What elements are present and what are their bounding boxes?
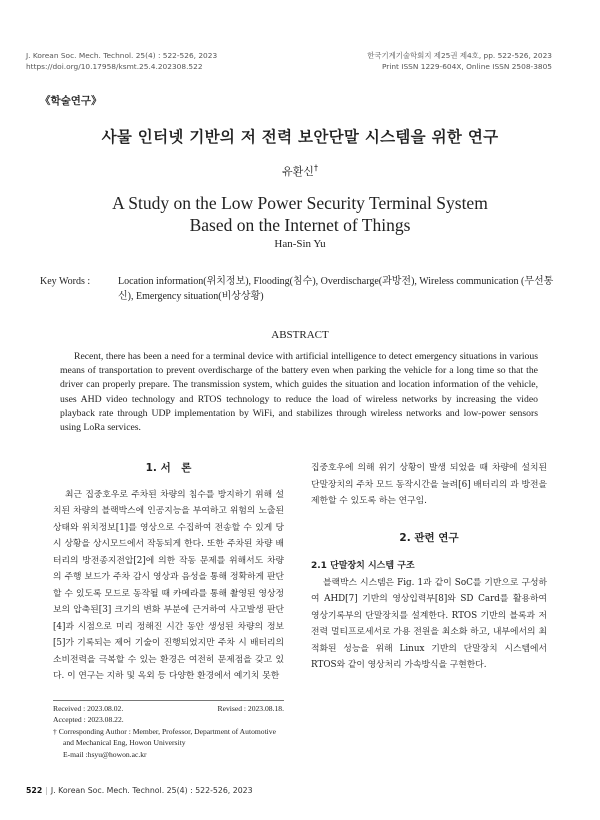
corresponding-author-mark: † xyxy=(313,163,318,173)
title-english xyxy=(0,192,600,236)
article-notes xyxy=(53,703,284,760)
footnote-divider xyxy=(53,700,284,701)
title-korean: 사물 인터넷 기반의 저 전력 보안단말 시스템을 위한 연구 xyxy=(101,128,499,146)
dates-row xyxy=(53,703,284,714)
received-date: Received : 2023.08.02. xyxy=(53,704,124,713)
subsection-heading: 2.1 단말장치 시스템 구조 xyxy=(311,561,415,571)
journal-citation-korean: 한국기계기술학회지 제25권 제4호, pp. 522-526, 2023 xyxy=(367,51,552,60)
page-footer xyxy=(26,786,253,795)
right-column xyxy=(311,460,547,674)
accepted-date: Accepted : 2023.08.22. xyxy=(53,715,124,725)
keywords-label: Key Words : xyxy=(40,276,91,287)
author-korean xyxy=(0,163,600,179)
email[interactable]: E-mail :hsyu@howon.ac.kr xyxy=(63,749,147,759)
journal-citation: J. Korean Soc. Mech. Technol. 25(4) : 522-526, 2023 xyxy=(26,51,218,60)
title-english-line1: A Study on the Low Power Security Terminal System xyxy=(112,193,488,213)
doi-link[interactable]: https://doi.org/10.17958/ksmt.25.4.202308.522 xyxy=(26,62,203,71)
author-english: Han-Sin Yu xyxy=(274,238,326,250)
title-english-line2: Based on the Internet of Things xyxy=(189,215,411,235)
issn-info: Print ISSN 1229-604X, Online ISSN 2508-3805 xyxy=(381,62,552,71)
abstract-body: Recent, there has been a need for a terminal device with artificial intelligence to detect emergency situations in various means of transportation to prevent overdischarge of the battery even when parking the vehicle for a long time so that the driver can properly prepare. The transmission system, which guides the situation and location information of the vehicle, uses AHD video technology and RTOS technology to reduce the load of wireless networks by increasing the video playback rate through UDP implementation by WiFi, and stabilizes through wireless networks and low-power sensors using LoRa services. xyxy=(60,351,538,434)
running-header-right xyxy=(367,50,552,72)
page-number: 522 xyxy=(26,786,43,795)
corresponding-author-note: † Corresponding Author : Member, Professor, Department of Automotive and Mechanical Eng, Howon University xyxy=(53,726,276,748)
introduction-paragraph: 최근 집중호우로 주차된 차량의 침수를 방지하기 위해 설치된 차량의 블랙박스에 인공지능을 부여하고 위험의 노출된 상태와 위치정보[1]를 영상으로 수집하여 전송할 수 있게 당시 상황을 상시모드에서 작동되게 한다. 또한 주차된 차량 배터리의 방전종지전압[2]에 의한 작동 문제를 위해서도 차량의 주행 보드가 주차 감시 영상과 음성을 통해 정확하게 판단할 수 있도록 모드로 동작될 때 카메라를 통해 촬영된 영상정보의 압축된[3] 크기의 변화 부분에 근거하여 사고발생 판단[4]과 시점으로 미리 정해진 시간 동안 생성된 차량의 정보[5]가 기록되는 제어 기술이 진행되었지만 주차 시 배터리의 소비전력을 극복할 수 있는 환경은 여전히 문제점을 갖고 있다. 이 연구는 지하 및 옥외 등 다양한 환경에서 예기치 못한 xyxy=(53,489,284,681)
related-work-paragraph: 블랙박스 시스템은 Fig. 1과 같이 SoC를 기반으로 구성하여 AHD[7] 기반의 영상입력부[8]와 SD Card를 활용하여 영상기록부의 단말장치를 설계한다. RTOS 기반의 블록과 저 전력 멀티프로세서로 가용 전원을 최소화 하고, 내부에서의 최적화된 성능을 위해 Linux 기반의 단말장치 시스템에서 RTOS와 같이 영상처리 가속방식을 구현한다. xyxy=(311,577,547,670)
revised-date: Revised : 2023.08.18. xyxy=(217,704,284,713)
abstract-heading: ABSTRACT xyxy=(271,329,329,341)
left-column xyxy=(53,460,284,685)
keywords-text: Location information(위치정보), Flooding(침수), Overdischarge(과방전), Wireless communication (무선통신), Emergency situation(비상상황) xyxy=(118,276,554,302)
section-heading-related-work: 2. 관련 연구 xyxy=(399,531,459,544)
footer-separator: | xyxy=(45,786,48,795)
running-header-left xyxy=(26,50,217,72)
introduction-paragraph-continued: 집중호우에 의해 위기 상황이 발생 되었을 때 차량에 설치된 단말장치의 주차 모드 동작시간을 늘려[6] 배터리의 과 방전을 제한할 수 있도록 하는 연구임. xyxy=(311,463,547,506)
article-category: 《학술연구》 xyxy=(40,95,102,107)
author-name-korean: 유환신 xyxy=(282,165,314,178)
section-heading-introduction: 1. 서 론 xyxy=(145,462,192,474)
footer-citation: J. Korean Soc. Mech. Technol. 25(4) : 522-526, 2023 xyxy=(50,786,253,795)
